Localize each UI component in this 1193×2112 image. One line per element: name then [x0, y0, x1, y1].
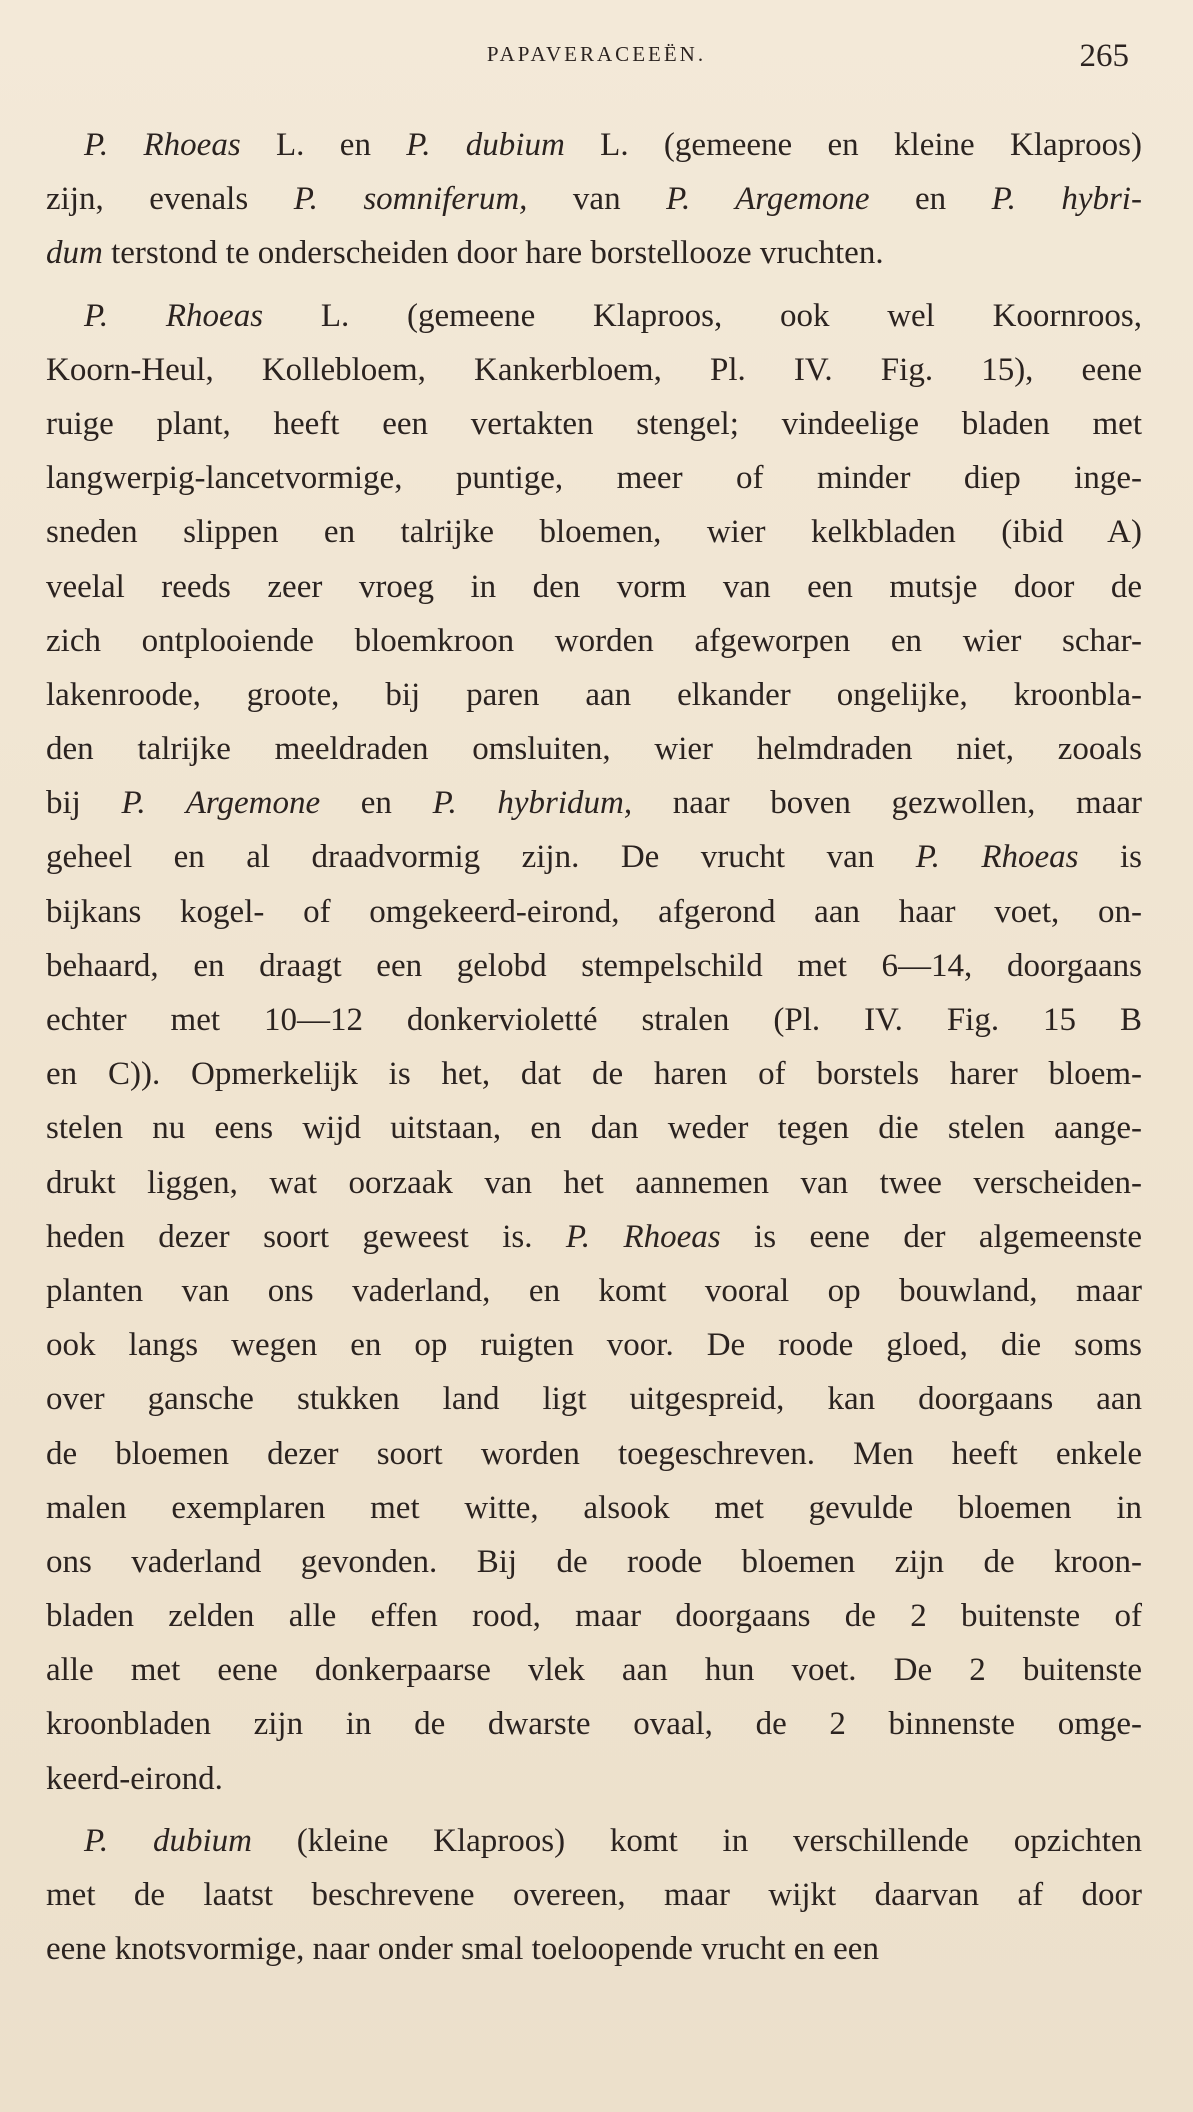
text-run: eene knotsvormige, naar onder smal toeloopende vrucht en een: [46, 1931, 879, 1968]
text-run: alle met eene donkerpaarse vlek aan hun voet. De 2 buitenste: [46, 1652, 1142, 1689]
body-text: [46, 118, 1142, 1976]
italic-taxon: P. dubium: [84, 1822, 252, 1859]
text-run: sneden slippen en talrijke bloemen, wier kelkbladen (ibid A): [46, 514, 1142, 551]
text-run: en: [320, 785, 433, 822]
text-line: [46, 343, 1142, 397]
text-line: [46, 1814, 1142, 1868]
text-line: [46, 1868, 1142, 1922]
text-run: ruige plant, heeft een vertakten stengel; vindeelige bladen met: [46, 405, 1142, 442]
text-line: [46, 226, 1142, 280]
text-run: is eene der algemeenste: [720, 1218, 1142, 1255]
text-line: [46, 1156, 1142, 1210]
text-run: (kleine Klaproos) komt in verschillende opzichten: [251, 1822, 1143, 1859]
text-line: [46, 885, 1142, 939]
italic-taxon: P. Argemone: [121, 785, 321, 822]
text-line: [46, 397, 1142, 451]
text-run: ons vaderland gevonden. Bij de roode bloemen zijn de kroon-: [46, 1543, 1142, 1580]
text-run: kroonbladen zijn in de dwarste ovaal, de 2 binnenste omge-: [46, 1706, 1142, 1743]
italic-taxon: P. Rhoeas: [565, 1218, 721, 1255]
italic-taxon: P. somniferum,: [293, 181, 528, 218]
text-run: keerd-eirond.: [46, 1760, 223, 1797]
text-run: veelal reeds zeer vroeg in den vorm van een mutsje door de: [46, 568, 1142, 605]
text-run: lakenroode, groote, bij paren aan elkander ongelijke, kroonbla-: [46, 676, 1142, 713]
page-number: 265: [1079, 38, 1129, 74]
text-run: behaard, en draagt een gelobd stempelschild met 6—14, doorgaans: [46, 947, 1142, 984]
text-run: L. en: [240, 127, 407, 163]
text-line: [46, 1535, 1142, 1589]
text-run: zich ontplooiende bloemkroon worden afgeworpen en wier schar-: [46, 622, 1142, 659]
italic-taxon: P. Argemone: [666, 181, 870, 218]
text-line: [46, 722, 1142, 776]
text-run: drukt liggen, wat oorzaak van het aannemen van twee verscheiden-: [46, 1164, 1142, 1201]
text-run: planten van ons vaderland, en komt vooral op bouwland, maar: [46, 1272, 1142, 1309]
text-line: [46, 1047, 1142, 1101]
text-line: [46, 1264, 1142, 1318]
text-line: [46, 289, 1142, 343]
text-run: zijn, evenals: [46, 181, 294, 218]
paragraph-gap: [46, 281, 1142, 289]
text-line: [46, 172, 1142, 226]
running-head: PAPAVERACEEËN.: [486, 42, 707, 66]
text-run: en: [869, 181, 992, 218]
italic-taxon: dum: [46, 235, 103, 272]
text-line: [46, 614, 1142, 668]
text-line: [46, 668, 1142, 722]
text-line: [46, 1372, 1142, 1426]
text-run: den talrijke meeldraden omsluiten, wier helmdraden niet, zooals: [46, 731, 1142, 768]
text-run: de bloemen dezer soort worden toegeschreven. Men heeft enkele: [46, 1435, 1142, 1472]
text-line: [46, 505, 1142, 559]
text-run: is: [1078, 839, 1142, 876]
italic-taxon: P. Rhoeas: [84, 297, 264, 334]
text-run: L. (gemeene Klaproos, ook wel Koornroos,: [263, 297, 1142, 334]
text-run: Koorn-Heul, Kollebloem, Kankerbloem, Pl. IV. Fig. 15), eene: [46, 351, 1142, 388]
text-run: langwerpig-lancetvormige, puntige, meer of minder diep inge-: [46, 460, 1142, 497]
text-line: [46, 993, 1142, 1047]
page-header: [0, 38, 1193, 74]
text-line: [46, 1922, 1142, 1976]
text-run: terstond te onderscheiden door hare borstellooze vruchten.: [102, 235, 884, 272]
text-line: [46, 1589, 1142, 1643]
text-run: van: [527, 181, 667, 218]
text-run: L. (gemeene en kleine Klaproos): [564, 127, 1142, 163]
italic-taxon: P. dubium: [406, 127, 565, 163]
text-run: over gansche stukken land ligt uitgespreid, kan doorgaans aan: [46, 1381, 1142, 1418]
italic-taxon: P. Rhoeas: [915, 839, 1079, 876]
text-line: [46, 1481, 1142, 1535]
text-run: stelen nu eens wijd uitstaan, en dan weder tegen die stelen aange-: [46, 1110, 1142, 1147]
text-run: en C)). Opmerkelijk is het, dat de haren of borstels harer bloem-: [46, 1056, 1142, 1093]
italic-taxon: P. hybridum,: [432, 785, 633, 822]
text-run: bijkans kogel- of omgekeerd-eirond, afgerond aan haar voet, on-: [46, 893, 1142, 930]
text-line: [46, 1318, 1142, 1372]
text-line: [46, 1752, 1142, 1806]
text-run: heden dezer soort geweest is.: [46, 1218, 566, 1255]
paragraph: [46, 1814, 1142, 1977]
text-line: [46, 451, 1142, 505]
text-line: [46, 1427, 1142, 1481]
text-run: bij: [46, 785, 122, 822]
text-line: [46, 776, 1142, 830]
text-line: [46, 1101, 1142, 1155]
text-line: [46, 1643, 1142, 1697]
text-run: geheel en al draadvormig zijn. De vrucht van: [46, 839, 916, 876]
text-line: [46, 830, 1142, 884]
italic-taxon: P. hybri-: [991, 181, 1142, 218]
paragraph-gap: [46, 1806, 1142, 1814]
text-run: naar boven gezwollen, maar: [632, 785, 1142, 822]
paragraph: [46, 289, 1142, 1806]
paragraph: [46, 118, 1142, 281]
text-line: [46, 118, 1142, 172]
text-line: [46, 1210, 1142, 1264]
text-run: malen exemplaren met witte, alsook met gevulde bloemen in: [46, 1489, 1142, 1526]
text-run: echter met 10—12 donkervioletté stralen (Pl. IV. Fig. 15 B: [46, 1002, 1142, 1038]
text-run: met de laatst beschrevene overeen, maar wijkt daarvan af door: [46, 1877, 1142, 1913]
text-run: bladen zelden alle effen rood, maar doorgaans de 2 buitenste of: [46, 1598, 1142, 1635]
text-line: [46, 939, 1142, 993]
italic-taxon: P. Rhoeas: [84, 127, 241, 163]
text-run: ook langs wegen en op ruigten voor. De roode gloed, die soms: [46, 1327, 1142, 1364]
text-line: [46, 560, 1142, 614]
text-line: [46, 1697, 1142, 1751]
